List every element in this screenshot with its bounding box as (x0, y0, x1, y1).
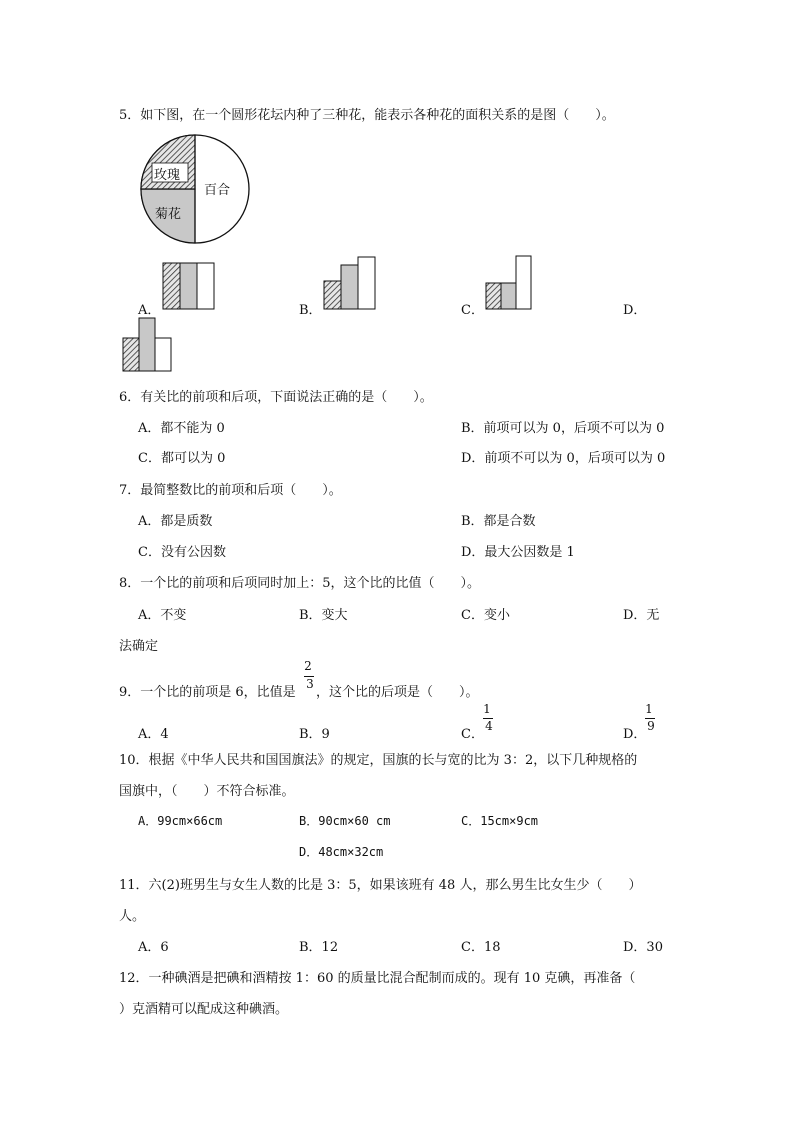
q9-fraction-denominator: 3 (306, 677, 314, 691)
q7-option-a: A．都是质数 (138, 514, 213, 529)
question-9-text-after: ，这个比的后项是（ ）。 (316, 685, 479, 700)
question-7-text: 7．最简整数比的前项和后项（ ）。 (119, 483, 342, 498)
pie-label-rose: 玫瑰 (154, 168, 181, 183)
q9-option-c-numerator: 1 (483, 702, 491, 716)
question-11-text: 11．六(2)班男生与女生人数的比是 3：5，如果该班有 48 人，那么男生比女生少（ ） (119, 878, 642, 893)
bar-chrysanthemum (341, 265, 358, 309)
q10-option-d: D．48cm×32cm (299, 845, 384, 859)
q11-option-d: D．30 (623, 940, 663, 955)
q5-option-d-label: D． (623, 303, 647, 318)
pie-label-lily: 百合 (204, 183, 231, 198)
q5-option-d-bar-chart (122, 315, 174, 373)
q7-option-c: C．没有公因数 (138, 545, 226, 560)
bar-rose (163, 263, 180, 309)
q5-option-a-bar-chart (162, 261, 222, 311)
q9-option-c-prefix: C． (461, 727, 484, 742)
question-10-text-wrap: 国旗中，（ ）不符合标准。 (119, 784, 295, 799)
question-10-text: 10．根据《中华人民共和国国旗法》的规定，国旗的长与宽的比为 3：2，以下几种规格的 (119, 753, 638, 768)
q9-option-d-prefix: D． (623, 727, 647, 742)
bar-chrysanthemum (180, 263, 197, 309)
question-9-text-before: 9．一个比的前项是 6，比值是 (119, 685, 296, 700)
q9-option-b: B．9 (299, 727, 330, 742)
q5-option-c-label: C． (461, 303, 484, 318)
q5-option-b-bar-chart (323, 255, 383, 311)
q6-option-c: C．都可以为 0 (138, 451, 226, 466)
bar-lily (358, 257, 375, 309)
q8-option-b: B．变大 (299, 608, 348, 623)
q9-option-d-numerator: 1 (645, 702, 653, 716)
q9-option-c-denominator: 4 (485, 719, 493, 733)
question-5-text: 5．如下图，在一个圆形花坛内种了三种花，能表示各种花的面积关系的是图（ ）。 (119, 108, 615, 123)
q6-option-a: A．都不能为 0 (138, 421, 225, 436)
bar-lily (155, 338, 171, 371)
q8-option-a: A．不变 (138, 608, 187, 623)
q10-option-a: A．99cm×66cm (138, 814, 223, 828)
q6-option-d: D．前项不可以为 0，后项可以为 0 (461, 451, 666, 466)
q11-option-a: A．6 (138, 940, 169, 955)
bar-rose (486, 283, 501, 309)
question-12-text-wrap: ）克酒精可以配成这种碘酒。 (119, 1002, 289, 1017)
question-6-text: 6．有关比的前项和后项，下面说法正确的是（ ）。 (119, 390, 433, 405)
q5-option-b-label: B． (299, 303, 322, 318)
q10-option-b: B．90cm×60 cm (299, 814, 391, 828)
bar-rose (123, 338, 139, 371)
pie-label-chrysanthemum: 菊花 (155, 207, 182, 222)
q8-option-d-wrap: 法确定 (119, 639, 159, 654)
q8-option-c: C．变小 (461, 608, 510, 623)
q9-option-a: A．4 (138, 727, 169, 742)
bar-lily (197, 263, 214, 309)
bar-chrysanthemum (139, 318, 155, 371)
question-11-text-wrap: 人。 (119, 909, 146, 924)
bar-rose (324, 281, 341, 309)
q11-option-c: C．18 (461, 940, 501, 955)
flowerbed-pie-figure (139, 138, 251, 244)
q7-option-d: D．最大公因数是 1 (461, 545, 575, 560)
q9-fraction-numerator: 2 (304, 659, 312, 673)
q5-option-c-bar-chart (485, 253, 535, 311)
q6-option-b: B．前项可以为 0，后项不可以为 0 (461, 421, 665, 436)
q9-option-d-denominator: 9 (647, 719, 655, 733)
q8-option-d: D．无 (623, 608, 660, 623)
q11-option-b: B．12 (299, 940, 339, 955)
q7-option-b: B．都是合数 (461, 514, 536, 529)
q10-option-c: C．15cm×9cm (461, 814, 539, 828)
q5-option-a-label: A． (138, 303, 161, 318)
bar-chrysanthemum (501, 283, 516, 309)
question-12-text: 12．一种碘酒是把碘和酒精按 1：60 的质量比混合配制而成的。现有 10 克碘，再准备（ (119, 971, 636, 986)
question-8-text: 8．一个比的前项和后项同时加上：5，这个比的比值（ ）。 (119, 576, 481, 591)
bar-lily (516, 256, 531, 309)
